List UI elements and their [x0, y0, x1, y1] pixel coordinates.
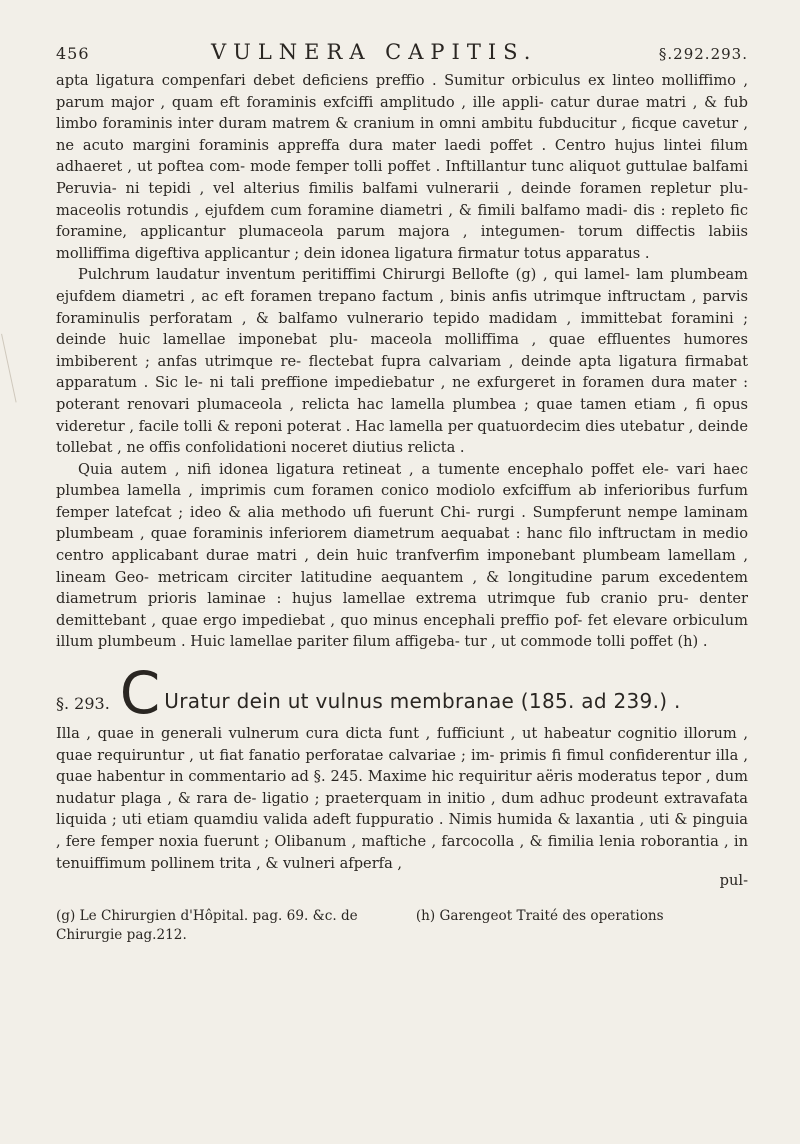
margin-mark	[1, 328, 46, 403]
catchword: pul-	[719, 872, 748, 890]
paragraph-3: Quia autem , nifi idonea ligatura retineat , a tumente encephalo poffet ele- vari haec plumbea lamella , imprimis cum foramen conico modiolo exfciffum ab inferioribus furfum femper latefcat ; ideo & alia methodo ufi fuerunt Chi- rurgi . Sumpferunt nempe laminam plumbeam , quae foraminis inferiorem diametrum aequabat : hanc filo inftructam in medio centro applicabant durae matri , dein huic tranfverfim imponebant plumbeam lamellam , lineam Geo- metricam circiter latitudine aequantem , & longitudine parum excedentem diametrum prioris laminae : hujus lamellae extrema utrimque fub cranio pru- denter demittebant , quae ergo impediebat , quo minus encephali preffio pof- fet elevare orbiculum illum plumbeum . Huic lamellae pariter filum affigeba- tur , ut commode tolli poffet (h) .	[56, 460, 748, 651]
section-number: §. 293.	[56, 694, 110, 714]
section-reference: §.292.293.	[658, 45, 748, 63]
section-heading-text: Uratur dein ut vulnus membranae (185. ad 239.) .	[164, 689, 681, 714]
paragraph-1: apta ligatura compenfari debet deficiens preffio . Sumitur orbiculus ex linteo molliffimo , parum major , quam eft foraminis exfciffi amplitudo , ille appli- catur durae matri , & fub limbo foraminis inter duram matrem & cranium in omni ambitu fubducitur , ficque cavetur , ne acuto margini foraminis appreffa dura mater laedi poffet . Centro hujus lintei filum adhaeret , ut poftea com- mode femper tolli poffet . Inftillantur tunc aliquot guttulae balfami Peruvia- ni tepidi , vel alterius fimilis balfami vulnerarii , deinde foramen repletur plu- maceolis rotundis , ejufdem cum foramine diametri , & fimili balfamo madi- dis : repleto fic foramine, applicantur plumaceola parum majora , integumen- torum diffectis labiis molliffima digeftiva applicantur ; dein idonea ligatura firmatur totus apparatus .	[56, 72, 748, 262]
footnote-h: (h) Garengeot Traité des operations	[415, 908, 664, 925]
section-paragraph: Illa , quae in generali vulnerum cura dicta funt , fufficiunt , ut habeatur cognitio illorum , quae requiruntur , ut fiat fanatio perforatae calvariae ; im- primis fi fimul confiderentur illa , quae habentur in commentario ad §. 245. Maxime hic requiritur aëris moderatus tepor , dum nudatur plaga , & rara de- ligatio ; praeterquam in initio , dum adhuc prodeunt extravafata liquida ; uti etiam quamdiu valida adeft fuppuratio . Nimis humida & laxantia , uti & pinguia , fere femper noxia fuerunt ; Olibanum , maftiche , farcocolla , & fimilia lenia roborantia , in tenuiffimum pollinem trita , & vulneri afperfa ,	[56, 725, 748, 872]
running-header	[56, 40, 748, 64]
running-title: VULNERA CAPITIS.	[211, 40, 538, 64]
page-number: 456	[56, 44, 90, 63]
section-heading	[56, 659, 748, 728]
footnote-g: (g) Le Chirurgien d'Hôpital. pag. 69. &c. de Chirurgie pag.212.	[56, 908, 358, 944]
drop-cap: C	[119, 659, 161, 728]
main-text	[56, 70, 748, 889]
footnotes	[56, 907, 748, 945]
paragraph-2: Pulchrum laudatur inventum peritiffimi Chirurgi Bellofte (g) , qui lamel- lam plumbeam ejufdem diametri , ac eft foramen trepano factum , binis anfis utrimque inftructam , parvis foraminulis perforatam , & balfamo vulnerario tepido madidam , immittebat foramini ; deinde huic lamellae imponebat plu- maceola molliffima , quae effluentes humores imbiberent ; anfas utrimque re- flectebat fupra calvariam , deinde apta ligatura firmabat apparatum . Sic le- ni tali preffione impediebatur , ne exfurgeret in foramen dura mater : poterant renovari plumaceola , relicta hac lamella plumbea ; quae tamen etiam , fi opus videretur , facile tolli & reponi poterat . Hac lamella per quatuordecim dies utebatur , deinde tollebat , ne offis confolidationi noceret diutius relicta .	[56, 266, 749, 457]
